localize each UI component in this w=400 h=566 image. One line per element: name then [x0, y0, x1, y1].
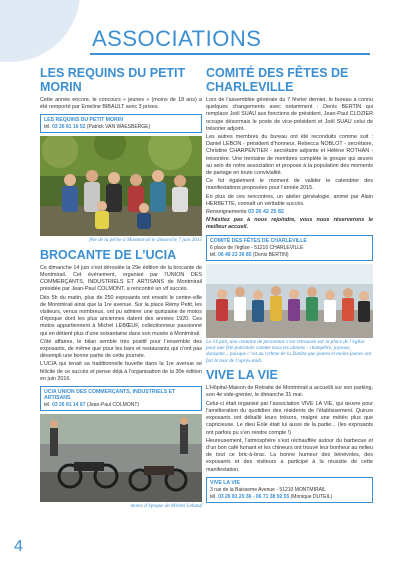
- contact-name: (Denis BERTIN): [252, 251, 289, 258]
- article-body-comite: [206, 97, 373, 232]
- renseignements-line: [206, 209, 373, 216]
- article-vivelavie: [206, 368, 373, 502]
- paragraph: Dès 5h du matin, plus de 250 exposants ont envahi le centre-ville de Montmirail ainsi que la 1re avenue. Sur la place Rémy Petit, les visiteurs, venus nombreux, ont pu admirer une quinzaine de motos d’époque dont les plus anciennes datent des années 1920. Ces motos appartiennent à Michel LEBŒUF, collectionneur passionné qui en détient plus d’une soixantaine dans son musée à Montmirail.: [40, 294, 202, 337]
- call-to-action: N’hésitez pas à nous rejoindre, vous nous réserverons le meilleur accueil.: [206, 217, 373, 231]
- title-underline: [90, 53, 370, 55]
- article-requins: [40, 66, 202, 244]
- paragraph: L’UCIA qui tenait sa traditionnelle buvette dans la 1re avenue se félicite de ce succès et pense déjà à l’organisation de la 30e édition en juin 2016.: [40, 361, 202, 382]
- contact-box-phone-line: [210, 494, 369, 500]
- photo-motos: [40, 414, 202, 502]
- page-number: 4: [14, 538, 23, 555]
- phone-number[interactable]: 03 26 81 16 52: [52, 124, 86, 131]
- article-title-comite: COMITÉ DES FÊTES DE CHARLEVILLE: [206, 66, 349, 94]
- contact-box-title: LES REQUINS DU PETIT MORIN: [44, 117, 123, 124]
- photo-graphic: [206, 264, 373, 338]
- tel-label: tél.: [44, 124, 51, 131]
- tel-label: tél.: [210, 493, 217, 500]
- right-column: [206, 66, 373, 506]
- paragraph: Ce fut également le moment de valider le calendrier des manifestations proposées pour l’année 2015.: [206, 178, 373, 192]
- paragraph: Lors de l’assemblée générale du 7 février dernier, le bureau a connu quelques changements avec notamment : Denis BERTIN qui remplace Joël SUAU aux fonctions de président, Jean-Paul CLOZIER occupe désormais le poste de vice-président et Joël SUAU celui de trésorier adjoint.: [206, 97, 373, 132]
- photo-caption-comite: Le 14 juin, une centaine de personnes s’est retrouvée sur la place de l’église pour une fête patronale comme nous les aimons : champêtre, joyeuse, dansante... puisque c’est au rythme de la Zumba que jeunes et moins jeunes ont fait le tour de l’après-midi.: [206, 338, 372, 364]
- article-ucia: [40, 248, 202, 510]
- article-body-vivelavie: [206, 385, 373, 473]
- paragraph: Côté affaires, le bilan semble très positif pour l’ensemble des exposants, de même que pour les bars et restaurants qui n’ont pas désempli une bonne partie de cette journée.: [40, 338, 202, 360]
- contact-box-phone-line: [210, 252, 369, 258]
- contact-box-comite: [206, 235, 373, 261]
- renseignements-phone[interactable]: 03 26 42 25 82: [247, 209, 284, 216]
- contact-box-vivelavie: [206, 477, 373, 503]
- contact-box-ucia: [40, 386, 202, 411]
- contact-box-title: VIVE LA VIE: [210, 479, 240, 486]
- decorative-corner-circle: [0, 0, 80, 62]
- photo-peche-children: [40, 136, 202, 236]
- phone-number[interactable]: 03 26 81 14 67: [52, 402, 86, 409]
- tel-label: tél.: [210, 251, 217, 258]
- contact-box-title: UCIA UNION DES COMMERÇANTS, INDUSTRIELS ET ARTISANS: [44, 389, 176, 402]
- phone-number[interactable]: 03 26 81 20 36 - 06 71 38 92 55: [218, 493, 290, 500]
- article-title-vivelavie: VIVE LA VIE: [206, 368, 278, 383]
- paragraph: Les autres membres du bureau ont été reconduits comme suit : Daniel LEBON - président d’honneur, Rebecca NOBLOT - secrétaire, Christine CHARPENTIER - secrétaire adjointe et Hélène ROTHAN - trésorière. Une trentaine de membres complète le groupe qui œuvre au sein de notre association et propose à la population des moments de partage en toute convivialité.: [206, 134, 373, 177]
- contact-box-address: 3 rue de la Baisseme Avenue - 51210 MONTMIRAIL: [210, 486, 327, 493]
- article-comite: [206, 66, 373, 364]
- paragraph: Cette année encore, le concours « jeunes » (moins de 18 ans) a été remporté par Emeline BIBAULT avec 3 prises.: [40, 97, 202, 111]
- contact-box-phone-line: [44, 402, 198, 408]
- left-column: [40, 66, 202, 513]
- phone-number[interactable]: 06 48 23 36 85: [218, 251, 252, 258]
- article-title-ucia: BROCANTE DE L’UCIA: [40, 247, 177, 262]
- paragraph: Celui-ci était organisé par l’association VIVE LA VIE, qui œuvre pour l’amélioration du quotidien des résidents de l’établissement. Quinze exposants ont déballé leurs trésors, malgré une météo plus que capricieuse. Le dieu Éole était lui aussi de la partie... (les exposants ont parfois pu s’en rendre compte !): [206, 400, 373, 436]
- article-body-ucia: [40, 265, 202, 383]
- paragraph: En plus de ces rencontres, un atelier généalogie, animé par Alain HERBETTE, connaît un véritable succès.: [206, 193, 373, 207]
- contact-name: (Jean-Paul COLMONT): [86, 402, 140, 409]
- contact-name: (Monique DUTEIL): [290, 493, 333, 500]
- article-body-requins: [40, 97, 202, 111]
- paragraph: Ce dimanche 14 juin s’est déroulée la 29e édition de la brocante de Montmirail. Cet événement, organisé par l’UNION DES COMMERÇANTS, INDUSTRIELS ET ARTISANS de Montmirail présidée par Jean-Paul COLMONT, a rencontré un vif succès.: [40, 264, 202, 293]
- paragraph: L’Hôpital-Maison de Retraite de Montmirail a accueilli sur son parking, son 4e vide-grenier, le dimanche 31 mai.: [206, 385, 373, 399]
- photo-fete-patronale: [206, 264, 373, 338]
- contact-box-phone-line: [44, 124, 198, 130]
- photo-caption-ucia: motos d’époque de Michel Lebœuf: [130, 503, 202, 510]
- page-title: ASSOCIATIONS: [92, 26, 262, 51]
- article-title-requins: LES REQUINS DU PETIT MORIN: [40, 66, 186, 94]
- contact-box-requins: [40, 114, 202, 133]
- tel-label: tél.: [44, 402, 51, 409]
- photo-graphic: [40, 136, 202, 236]
- renseignements-label: Renseignements: [206, 209, 247, 216]
- contact-box-title: COMITÉ DES FÊTES DE CHARLEVILLE: [210, 237, 307, 244]
- photo-graphic: [40, 414, 202, 502]
- paragraph: Heureusement, l’atmosphère s’est réchauffée autour du barbecue et d’un bon café fumant et les chineurs ont trouvé leur bonheur au milieu de tout ce bric-à-brac. La bonne humeur des bénévoles, des exposants et des visiteurs a participé à la réussite de cette manifestation.: [206, 437, 373, 473]
- contact-box-address: 6 place de l’église - 51210 CHARLEVILLE: [210, 244, 304, 251]
- photo-caption-requins: fête de la pêche à Montmirail le dimanche 7 juin 2015: [89, 237, 202, 244]
- contact-name: (Patrick VAN WAESBERGE): [86, 124, 151, 131]
